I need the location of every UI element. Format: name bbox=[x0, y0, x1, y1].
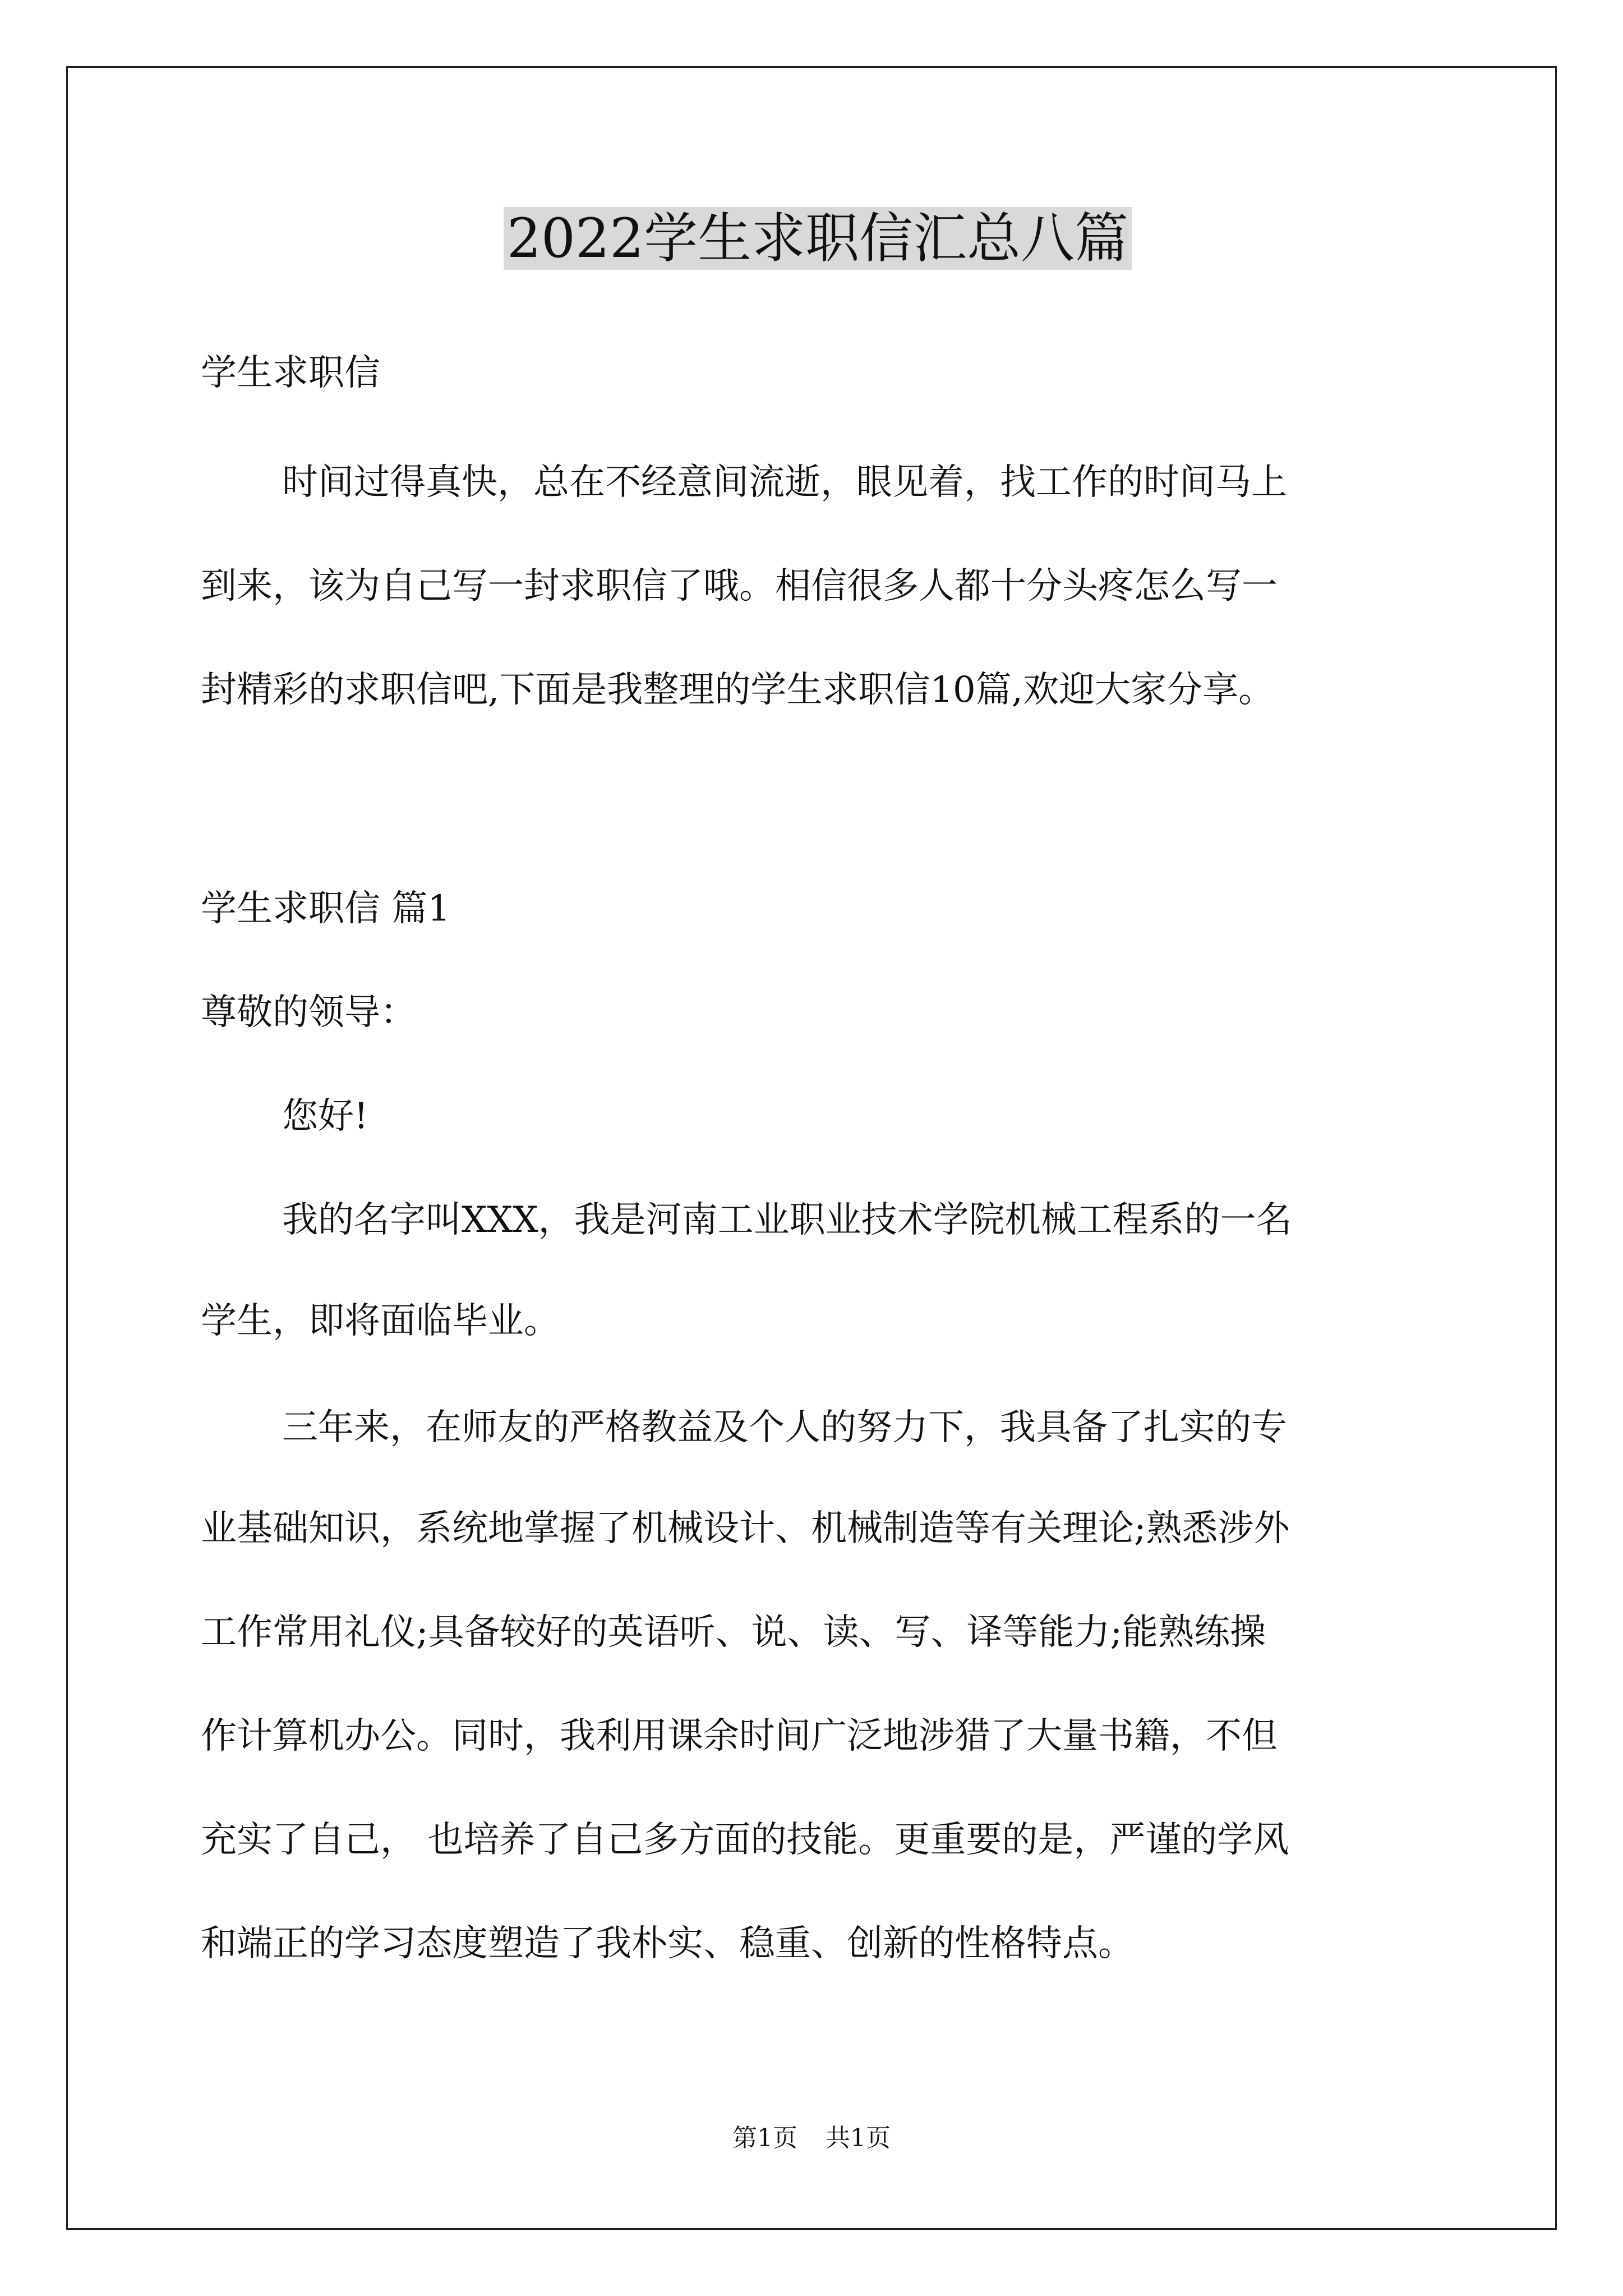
page-number: 第1页 bbox=[732, 2124, 797, 2152]
paragraph2-line-3: 工作常用礼仪;具备较好的英语听、说、读、写、译等能力;能熟练操 bbox=[201, 1612, 1266, 1653]
document-title bbox=[201, 199, 1435, 278]
greeting: 您好! bbox=[282, 1096, 368, 1137]
page-footer bbox=[0, 2122, 1623, 2155]
paragraph2-line-6: 和端正的学习态度塑造了我朴实、稳重、创新的性格特点。 bbox=[201, 1923, 1134, 1964]
paragraph2-line-1: 三年来，在师友的严格教益及个人的努力下，我具备了扎实的专 bbox=[282, 1407, 1287, 1448]
salutation: 尊敬的领导： bbox=[201, 992, 416, 1033]
intro-line-2: 到来，该为自己写一封求职信了哦。相信很多人都十分头疼怎么写一 bbox=[201, 565, 1278, 607]
intro-heading: 学生求职信 bbox=[201, 352, 380, 394]
document-title-text: 2022学生求职信汇总八篇 bbox=[504, 207, 1132, 270]
paragraph2-line-4: 作计算机办公。同时，我利用课余时间广泛地涉猎了大量书籍，不但 bbox=[201, 1715, 1278, 1757]
page-total: 共1页 bbox=[826, 2124, 891, 2152]
paragraph1-line-1: 我的名字叫XXX，我是河南工业职业技术学院机械工程系的一名 bbox=[282, 1199, 1292, 1241]
paragraph2-line-5: 充实了自己， 也培养了自己多方面的技能。更重要的是，严谨的学风 bbox=[201, 1819, 1289, 1861]
section-heading: 学生求职信 篇1 bbox=[201, 888, 451, 930]
intro-line-1: 时间过得真快，总在不经意间流逝，眼见着，找工作的时间马上 bbox=[282, 462, 1287, 503]
intro-line-3: 封精彩的求职信吧,下面是我整理的学生求职信10篇,欢迎大家分享。 bbox=[201, 669, 1275, 711]
paragraph1-line-2: 学生，即将面临毕业。 bbox=[201, 1300, 560, 1342]
paragraph2-line-2: 业基础知识，系统地掌握了机械设计、机械制造等有关理论;熟悉涉外 bbox=[201, 1508, 1290, 1549]
